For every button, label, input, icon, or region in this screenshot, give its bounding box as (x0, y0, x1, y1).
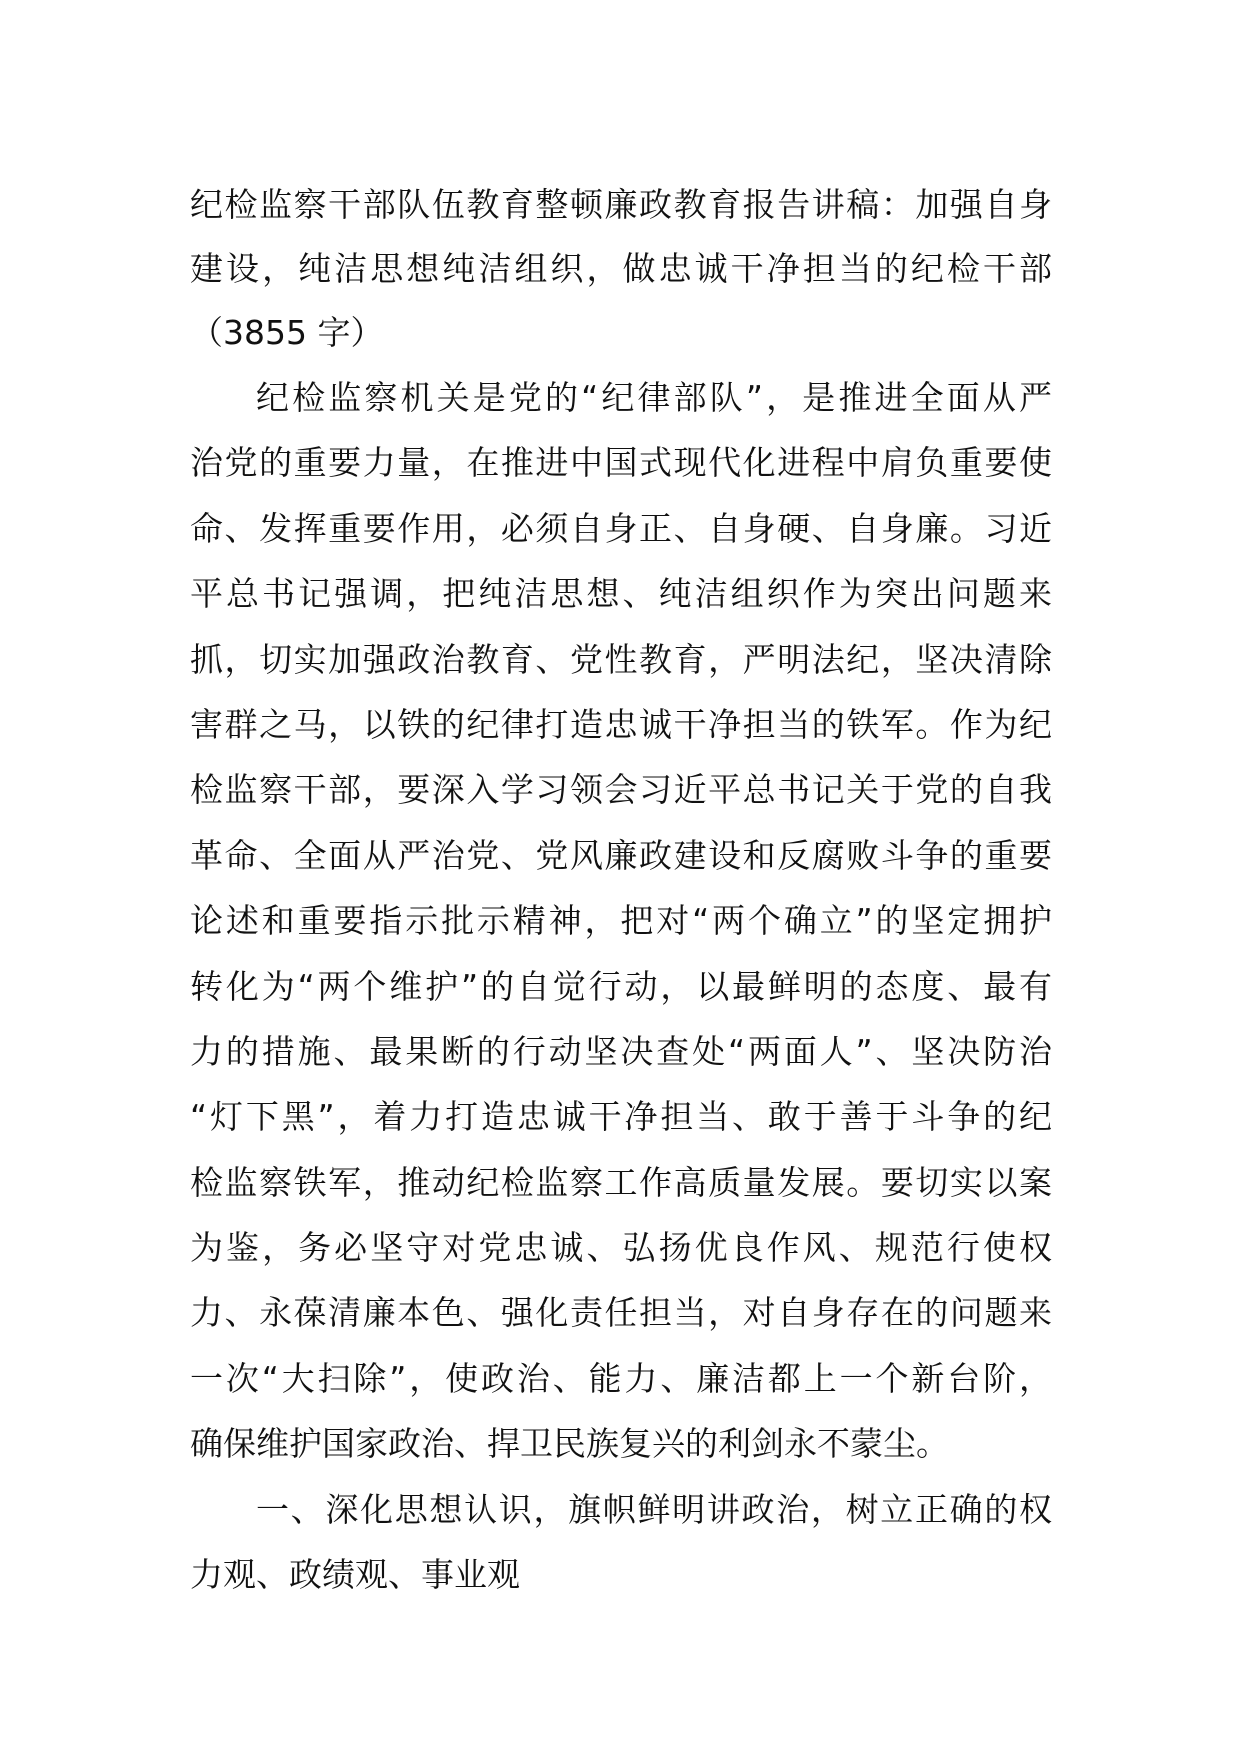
paragraph-line: “灯下黑”，着力打造忠诚干净担当、敢于善于斗争的纪 (190, 1097, 1052, 1137)
title-line: 建设，纯洁思想纯洁组织，做忠诚干净担当的纪检干部 (190, 249, 1052, 288)
paragraph-line: 一次“大扫除”，使政治、能力、廉洁都上一个新台阶， (190, 1358, 1052, 1398)
document-page (190, 173, 1052, 1607)
section-heading-1 (190, 1477, 1052, 1608)
paragraph-line: 治党的重要力量，在推进中国式现代化进程中肩负重要使 (190, 443, 1052, 483)
paragraph-line: 论述和重要指示批示精神，把对“两个确立”的坚定拥护 (190, 901, 1052, 941)
intro-paragraph (190, 365, 1052, 1477)
paragraph-line: 命、发挥重要作用，必须自身正、自身硬、自身廉。习近 (190, 508, 1052, 548)
title-word-count: （3855 字） (190, 313, 384, 352)
document-title (190, 173, 1052, 365)
paragraph-line: 为鉴，务必坚守对党忠诚、弘扬优良作风、规范行使权 (190, 1228, 1052, 1268)
paragraph-line: 害群之马，以铁的纪律打造忠诚干净担当的铁军。作为纪 (190, 704, 1052, 744)
paragraph-line: 平总书记强调，把纯洁思想、纯洁组织作为突出问题来 (190, 574, 1052, 614)
paragraph-line: 纪检监察机关是党的“纪律部队”，是推进全面从严 (256, 378, 1052, 417)
paragraph-line: 确保维护国家政治、捍卫民族复兴的利剑永不蒙尘。 (190, 1424, 949, 1464)
title-line: 纪检监察干部队伍教育整顿廉政教育报告讲稿：加强自身 (190, 185, 1052, 224)
heading-line: 一、深化思想认识，旗帜鲜明讲政治，树立正确的权 (256, 1489, 1052, 1529)
paragraph-line: 抓，切实加强政治教育、党性教育，严明法纪，坚决清除 (190, 639, 1052, 679)
paragraph-line: 检监察干部，要深入学习领会习近平总书记关于党的自我 (190, 770, 1052, 810)
paragraph-line: 力、永葆清廉本色、强化责任担当，对自身存在的问题来 (190, 1293, 1052, 1333)
paragraph-line: 转化为“两个维护”的自觉行动，以最鲜明的态度、最有 (190, 966, 1052, 1006)
paragraph-line: 检监察铁军，推动纪检监察工作高质量发展。要切实以案 (190, 1162, 1052, 1202)
paragraph-line: 力的措施、最果断的行动坚决查处“两面人”、坚决防治 (190, 1031, 1052, 1071)
heading-line: 力观、政绩观、事业观 (190, 1555, 520, 1595)
paragraph-line: 革命、全面从严治党、党风廉政建设和反腐败斗争的重要 (190, 835, 1052, 875)
